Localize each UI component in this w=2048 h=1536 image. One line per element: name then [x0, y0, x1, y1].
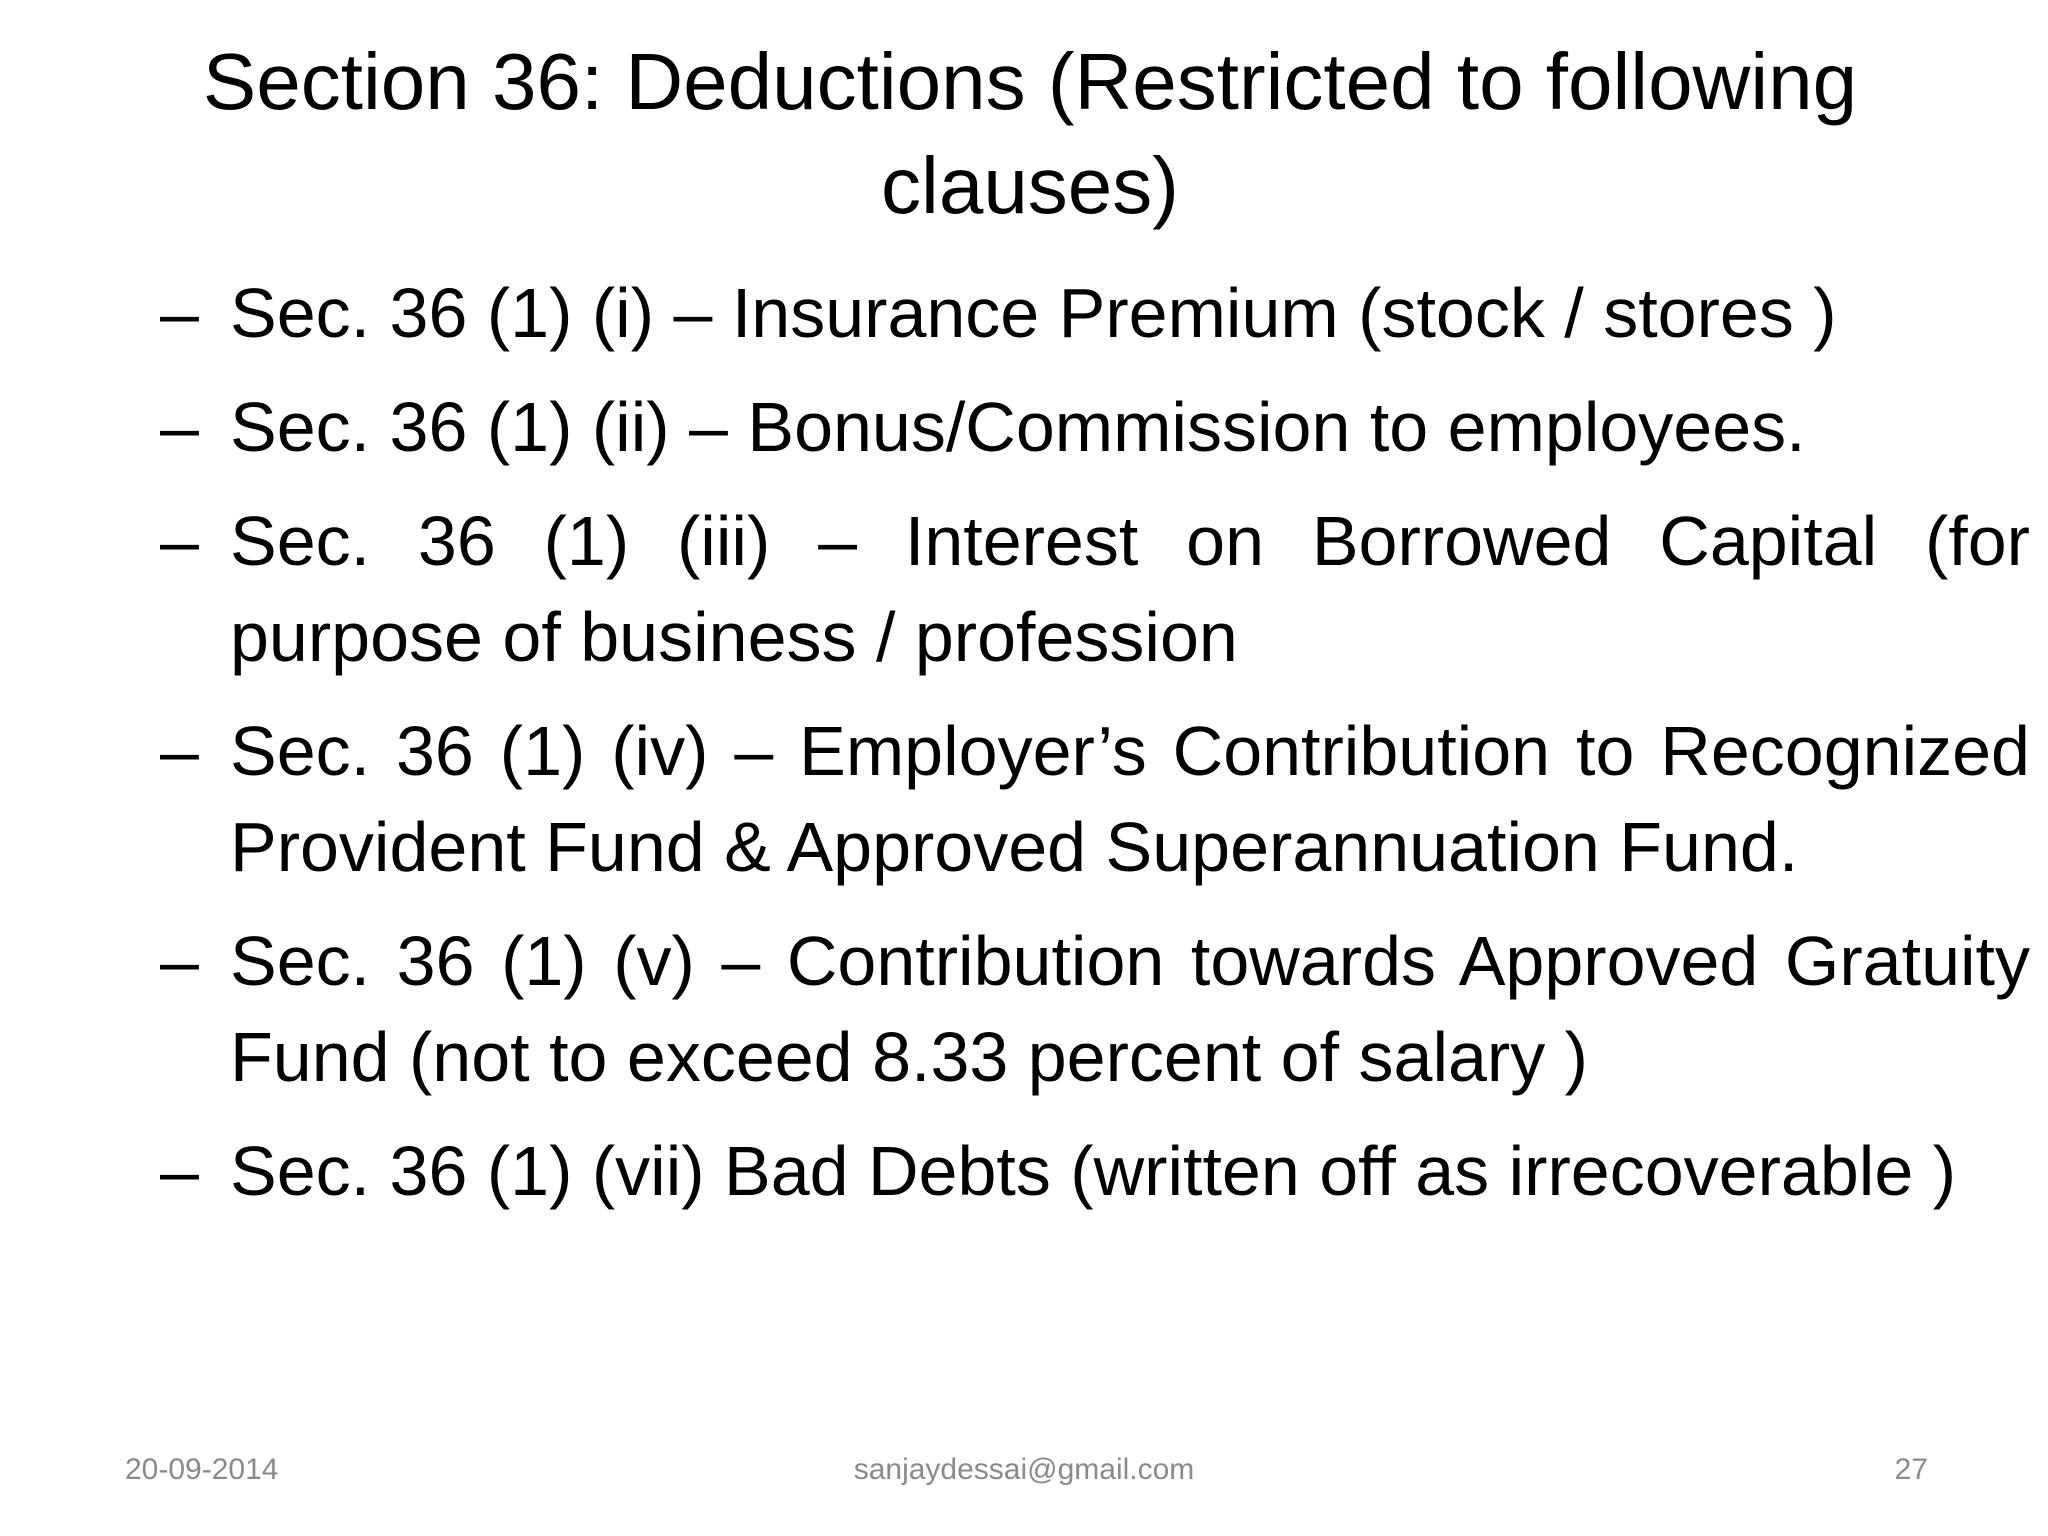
list-item-text: Sec. 36 (1) (v) – Contribution towards Approved Gratuity Fund (not to exceed 8.33 percent of salary ): [230, 922, 2030, 1096]
list-item: [160, 1123, 2030, 1219]
list-item-text: Sec. 36 (1) (ii) – Bonus/Commission to employees.: [230, 388, 1806, 466]
list-item-text: Sec. 36 (1) (vii) Bad Debts (written off as irrecoverable ): [230, 1132, 1957, 1210]
list-item-text: Sec. 36 (1) (i) – Insurance Premium (stock / stores ): [230, 274, 1837, 352]
bullet-list: [160, 265, 2030, 1237]
list-item: [160, 913, 2030, 1105]
list-item-text: Sec. 36 (1) (iii) – Interest on Borrowed Capital (for purpose of business / profession: [230, 502, 2030, 676]
bullet-dash: –: [160, 502, 199, 580]
bullet-dash: –: [160, 388, 199, 466]
footer-email: sanjaydessai@gmail.com: [853, 1453, 1195, 1486]
list-item: [160, 493, 2030, 685]
footer-date: 20-09-2014: [125, 1453, 279, 1486]
bullet-dash: –: [160, 274, 199, 352]
footer-page-number: 27: [1894, 1453, 1928, 1486]
bullet-dash: –: [160, 1132, 199, 1210]
list-item: [160, 265, 2030, 361]
list-item-text: Sec. 36 (1) (iv) – Employer’s Contribution to Recognized Provident Fund & Approved Superannuation Fund.: [230, 712, 2030, 886]
bullet-dash: –: [160, 712, 199, 790]
list-item: [160, 703, 2030, 895]
bullet-dash: –: [160, 922, 199, 1000]
list-item: [160, 379, 2030, 475]
slide-title: Section 36: Deductions (Restricted to following clauses): [202, 37, 1858, 230]
